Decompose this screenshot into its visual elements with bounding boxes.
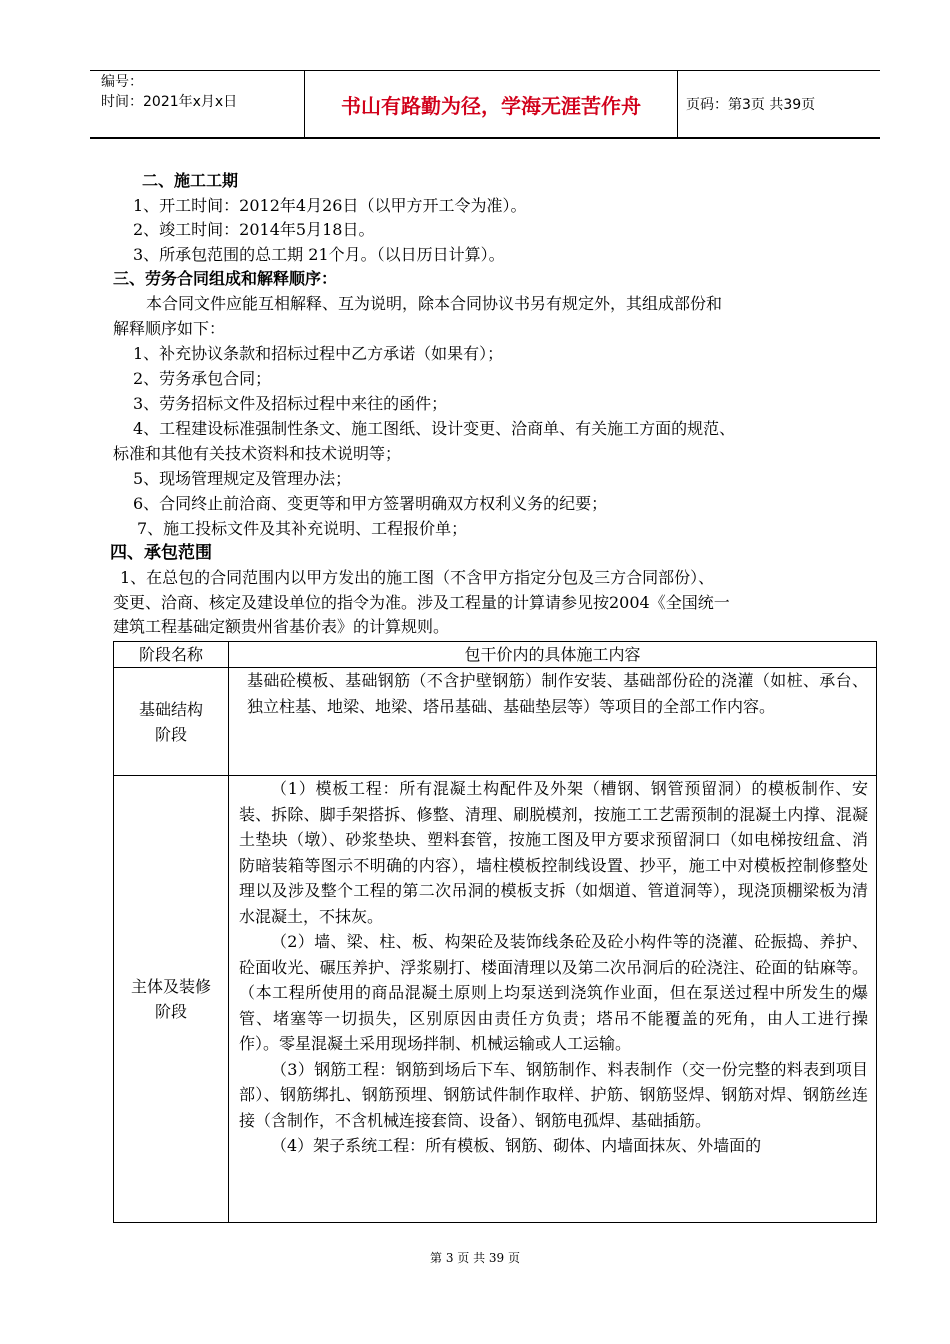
table-stage-cell — [114, 776, 229, 1223]
section-3-item-4: 4、工程建设标准强制性条文、施工图纸、设计变更、洽商单、有关施工方面的规范、 — [133, 419, 736, 438]
number-label: 编号： — [101, 74, 143, 90]
header-motto: 书山有路勤为径，学海无涯苦作舟 — [305, 71, 678, 137]
section-3-item-2: 2、劳务承包合同； — [133, 369, 272, 388]
table-row — [114, 668, 877, 776]
stage-name-line-2: 阶段 — [154, 724, 187, 744]
time-label: 时间：2021年x月x日 — [101, 94, 238, 110]
table-content-cell — [229, 668, 877, 776]
section-4-intro-2: 变更、洽商、核定及建设单位的指令为准。涉及工程量的计算请参见按2004《全国统一 — [113, 593, 730, 612]
section-2-item-2: 2、竣工时间：2014年5月18日。 — [133, 220, 375, 239]
stage-name-line-1: 基础结构 — [138, 699, 203, 719]
section-2-item-1: 1、开工时间：2012年4月26日（以甲方开工令为准）。 — [133, 196, 527, 215]
table-content-cell — [229, 776, 877, 1223]
section-3-item-3: 3、劳务招标文件及招标过程中来往的函件； — [133, 394, 448, 413]
table-header-row — [114, 642, 877, 668]
header-page-info: 页码：第3页 共39页 — [686, 97, 816, 113]
page-footer: 第 3 页 共 39 页 — [430, 1251, 520, 1265]
section-3-intro-2: 解释顺序如下： — [113, 319, 226, 338]
section-3-intro-1: 本合同文件应能互相解释、互为说明，除本合同协议书另有规定外，其组成部份和 — [146, 294, 723, 313]
stage-name-line-1: 主体及装修 — [130, 977, 211, 996]
section-2-title: 二、施工工期 — [142, 171, 239, 190]
section-3-item-7: 7、施工投标文件及其补充说明、工程报价单； — [137, 519, 468, 538]
table-header-content: 包干价内的具体施工内容 — [229, 642, 877, 668]
section-3-item-6: 6、合同终止前洽商、变更等和甲方签署明确双方权利义务的纪要； — [133, 494, 608, 513]
content-paragraph: （1）模板工程：所有混凝土构配件及外架（槽钢、钢管预留洞）的模板制作、安装、拆除、脚手架搭拆、修整、清理、刷脱模剂，按施工工艺需预制的混凝土内撑、混凝土垫块（墩）、砂浆垫块、塑料套管，按施工图及甲方要求预留洞口（如电梯按纽盒、消防暗装箱等图示不明确的内容），墙柱模板控制线设置、抄平，施工中对模板控制修整处理以及涉及整个工程的第二次吊洞的模板支拆（如烟道、管道洞等），现浇顶棚梁板为清水混凝土，不抹灰。 — [239, 779, 868, 926]
section-4-title: 四、承包范围 — [110, 543, 212, 563]
section-3-item-1: 1、补充协议条款和招标过程中乙方承诺（如果有）； — [133, 344, 504, 363]
section-4-intro-3: 建筑工程基础定额贵州省基价表》的计算规则。 — [113, 617, 450, 636]
scope-table — [113, 641, 877, 1223]
stage-name-line-2: 阶段 — [154, 1002, 187, 1021]
section-2-item-3: 3、所承包范围的总工期 21个月。（以日历日计算）。 — [133, 245, 505, 264]
content-paragraph: （2）墙、梁、柱、板、构架砼及装饰线条砼及砼小构件等的浇灌、砼振捣、养护、砼面收光、碾压养护、浮浆剔打、楼面清理以及第二次吊洞后的砼浇注、砼面的钻麻等。（本工程所使用的商品混凝土原则上均泵送到浇筑作业面，但在泵送过程中所发生的爆管、堵塞等一切损失，区别原因由责任方负责；塔吊不能覆盖的死角，由人工进行操作）。零星混凝土采用现场拌制、机械运输或人工运输。 — [239, 932, 868, 1053]
table-stage-cell — [114, 668, 229, 776]
section-4-intro-1: 1、在总包的合同范围内以甲方发出的施工图（不含甲方指定分包及三方合同部份）、 — [120, 568, 715, 587]
section-3-title: 三、劳务合同组成和解释顺序： — [113, 269, 338, 288]
content-paragraph: （3）钢筋工程：钢筋到场后下车、钢筋制作、料表制作（交一份完整的料表到项目部）、钢筋绑扎、钢筋预埋、钢筋试件制作取样、护筋、钢筋竖焊、钢筋对焊、钢筋丝连接（含制作，不含机械连接套筒、设备）、钢筋电孤焊、基础插筋。 — [239, 1059, 868, 1130]
section-3-item-4-cont: 标准和其他有关技术资料和技术说明等； — [113, 444, 402, 463]
content-paragraph: （4）架子系统工程：所有模板、钢筋、砌体、内墙面抹灰、外墙面的 — [271, 1136, 762, 1155]
table-header-stage: 阶段名称 — [114, 642, 229, 668]
header-meta — [90, 71, 305, 137]
section-3-item-5: 5、现场管理规定及管理办法； — [133, 469, 352, 488]
table-row — [114, 776, 877, 1223]
content-paragraph: 基础砼模板、基础钢筋（不含护壁钢筋）制作安装、基础部份砼的浇灌（如桩、承台、独立柱基、地梁、地梁、塔吊基础、基础垫层等）等项目的全部工作内容。 — [247, 671, 868, 716]
page-header — [90, 70, 880, 139]
